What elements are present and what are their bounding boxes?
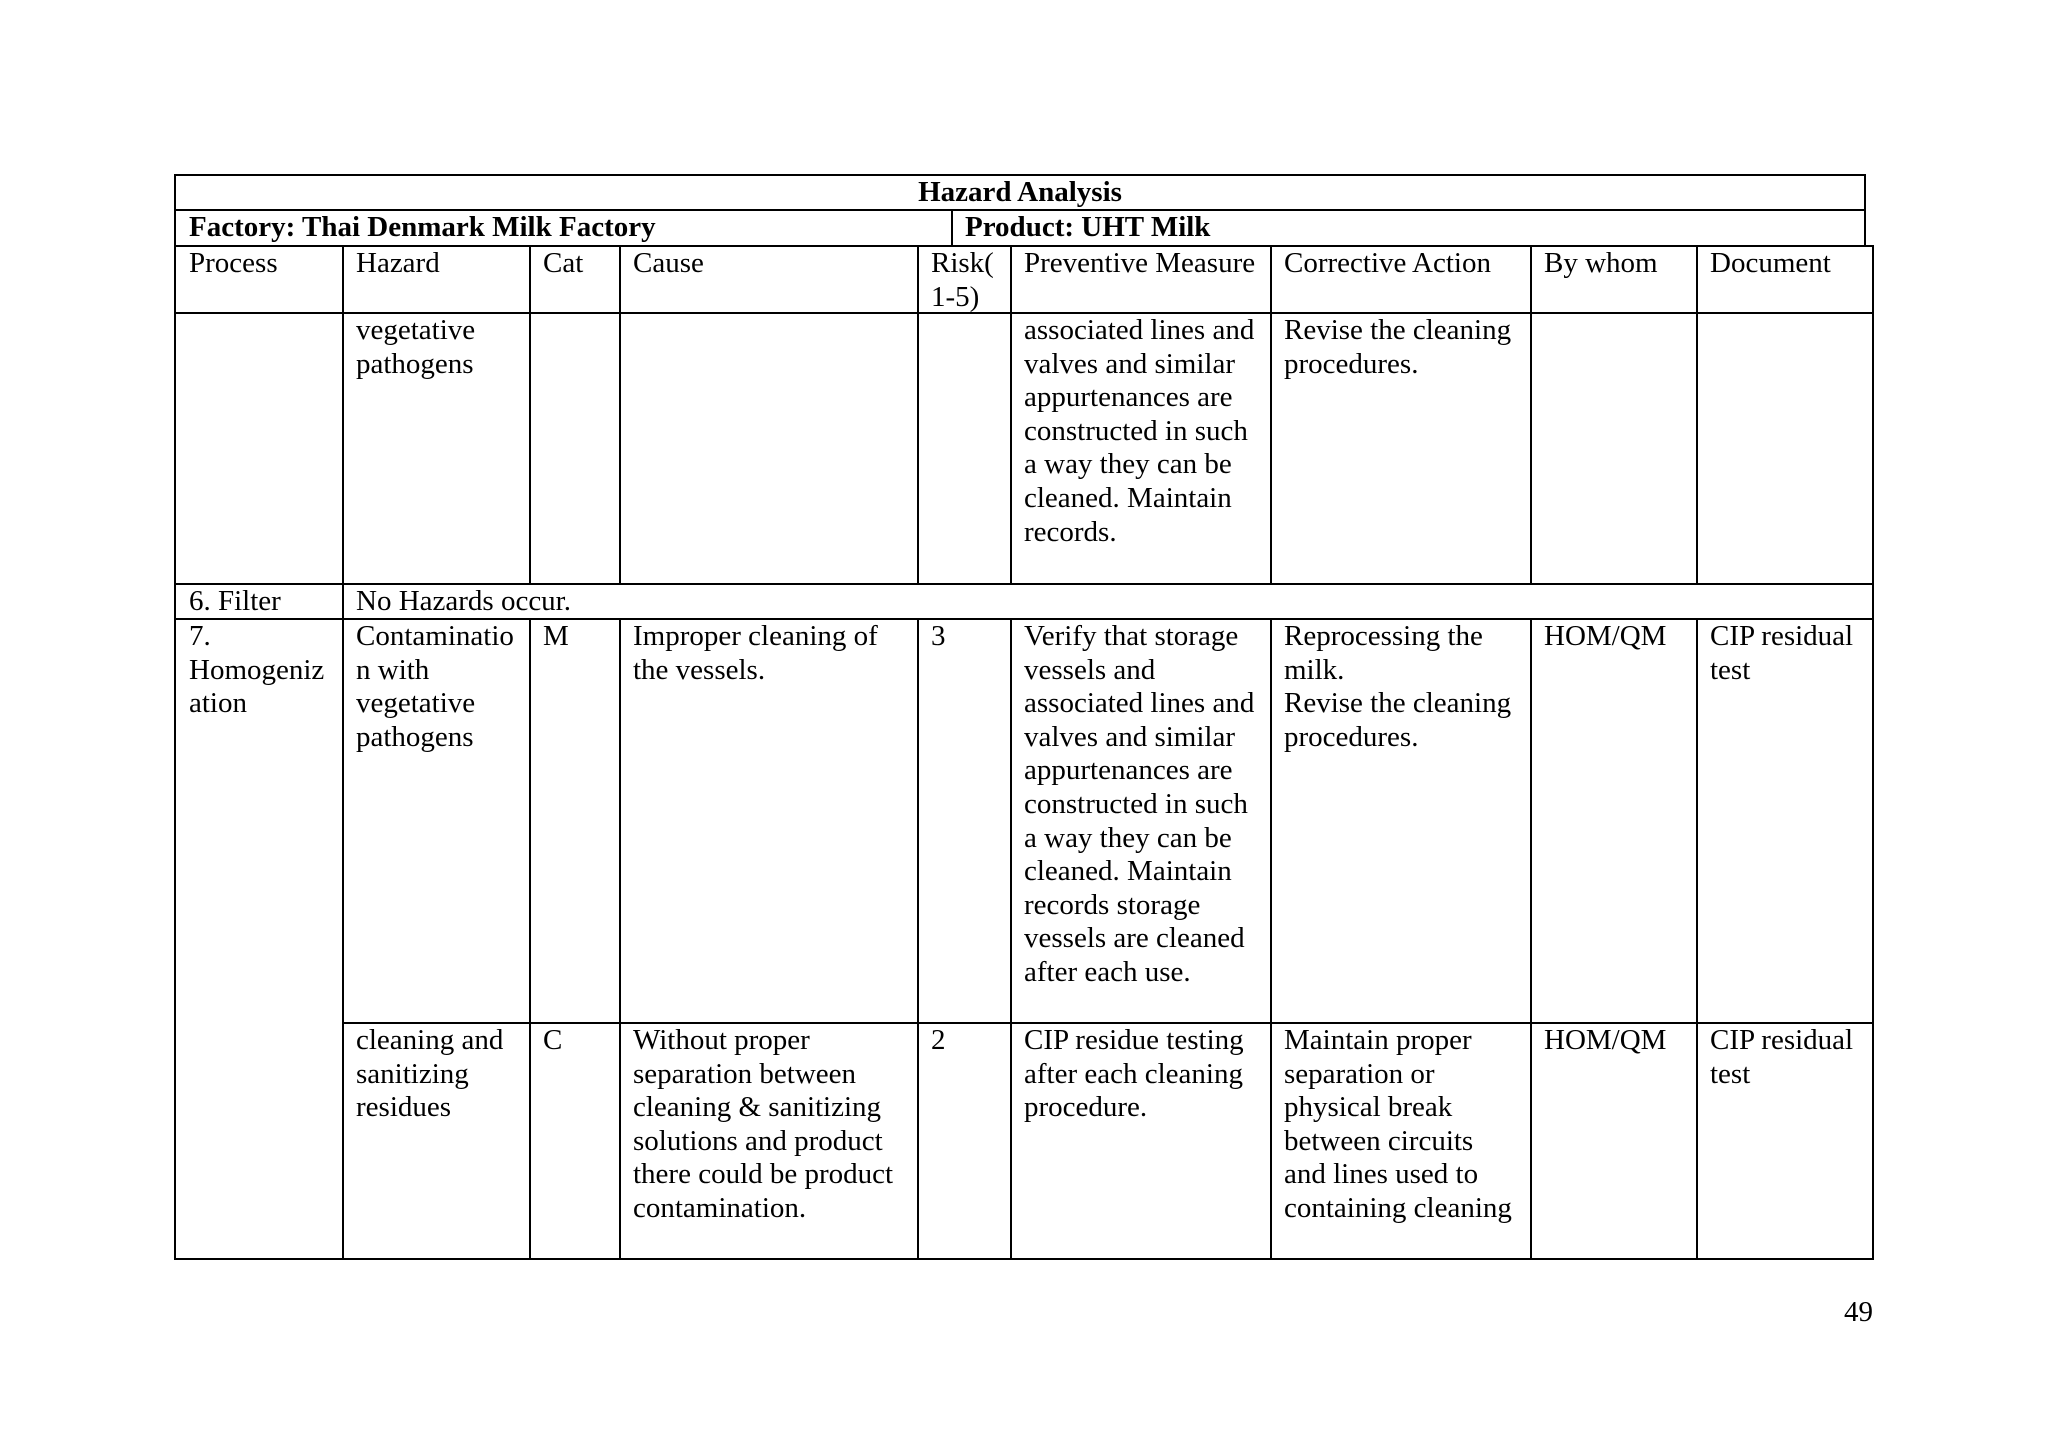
row4-document-cell: CIP residual test: [1696, 1022, 1874, 1260]
row3-preventive-cell: Verify that storage vessels and associated lines and valves and similar appurtenances are constructed in such a way they can be cleaned. Maintain records storage vessels are cleaned after each use.: [1010, 618, 1272, 1024]
row4-by-whom-cell: HOM/QM: [1530, 1022, 1698, 1260]
product-label: Product: UHT Milk: [951, 209, 1866, 247]
header-preventive-measure: Preventive Measure: [1010, 245, 1272, 314]
header-cause: Cause: [619, 245, 919, 314]
factory-label: Factory: Thai Denmark Milk Factory: [174, 209, 953, 247]
row4-preventive-cell: CIP residue testing after each cleaning procedure.: [1010, 1022, 1272, 1260]
header-document: Document: [1696, 245, 1874, 314]
row1-preventive-cell: associated lines and valves and similar appurtenances are constructed in such a way they can be cleaned. Maintain records.: [1010, 312, 1272, 585]
row2-process-cell: 6. Filter: [174, 583, 344, 620]
row3-corrective-cell: Reprocessing the milk. Revise the cleaning procedures.: [1270, 618, 1532, 1024]
row1-process-cell: [174, 312, 344, 585]
row3-document-cell: CIP residual test: [1696, 618, 1874, 1024]
header-hazard: Hazard: [342, 245, 531, 314]
row1-document-cell: [1696, 312, 1874, 585]
page-number: 49: [1844, 1296, 1873, 1328]
row3-hazard-cell: Contaminatio n with vegetative pathogens: [342, 618, 531, 1024]
row3-process-cell: 7. Homogeniz ation: [174, 618, 344, 1260]
row4-hazard-cell: cleaning and sanitizing residues: [342, 1022, 531, 1260]
row4-cat-cell: C: [529, 1022, 621, 1260]
row4-risk-cell: 2: [917, 1022, 1012, 1260]
row3-by-whom-cell: HOM/QM: [1530, 618, 1698, 1024]
header-risk: Risk( 1-5): [917, 245, 1012, 314]
row3-cat-cell: M: [529, 618, 621, 1024]
header-corrective-action: Corrective Action: [1270, 245, 1532, 314]
header-by-whom: By whom: [1530, 245, 1698, 314]
row1-by-whom-cell: [1530, 312, 1698, 585]
row4-corrective-cell: Maintain proper separation or physical break between circuits and lines used to containing cleaning: [1270, 1022, 1532, 1260]
row3-cause-cell: Improper cleaning of the vessels.: [619, 618, 919, 1024]
row1-cat-cell: [529, 312, 621, 585]
row1-risk-cell: [917, 312, 1012, 585]
row3-risk-cell: 3: [917, 618, 1012, 1024]
row2-note-cell: No Hazards occur.: [342, 583, 1874, 620]
header-cat: Cat: [529, 245, 621, 314]
row1-hazard-cell: vegetative pathogens: [342, 312, 531, 585]
row1-cause-cell: [619, 312, 919, 585]
row4-cause-cell: Without proper separation between cleaning & sanitizing solutions and product there could be product contamination.: [619, 1022, 919, 1260]
table-title: Hazard Analysis: [174, 174, 1866, 211]
header-process: Process: [174, 245, 344, 314]
row1-corrective-cell: Revise the cleaning procedures.: [1270, 312, 1532, 585]
